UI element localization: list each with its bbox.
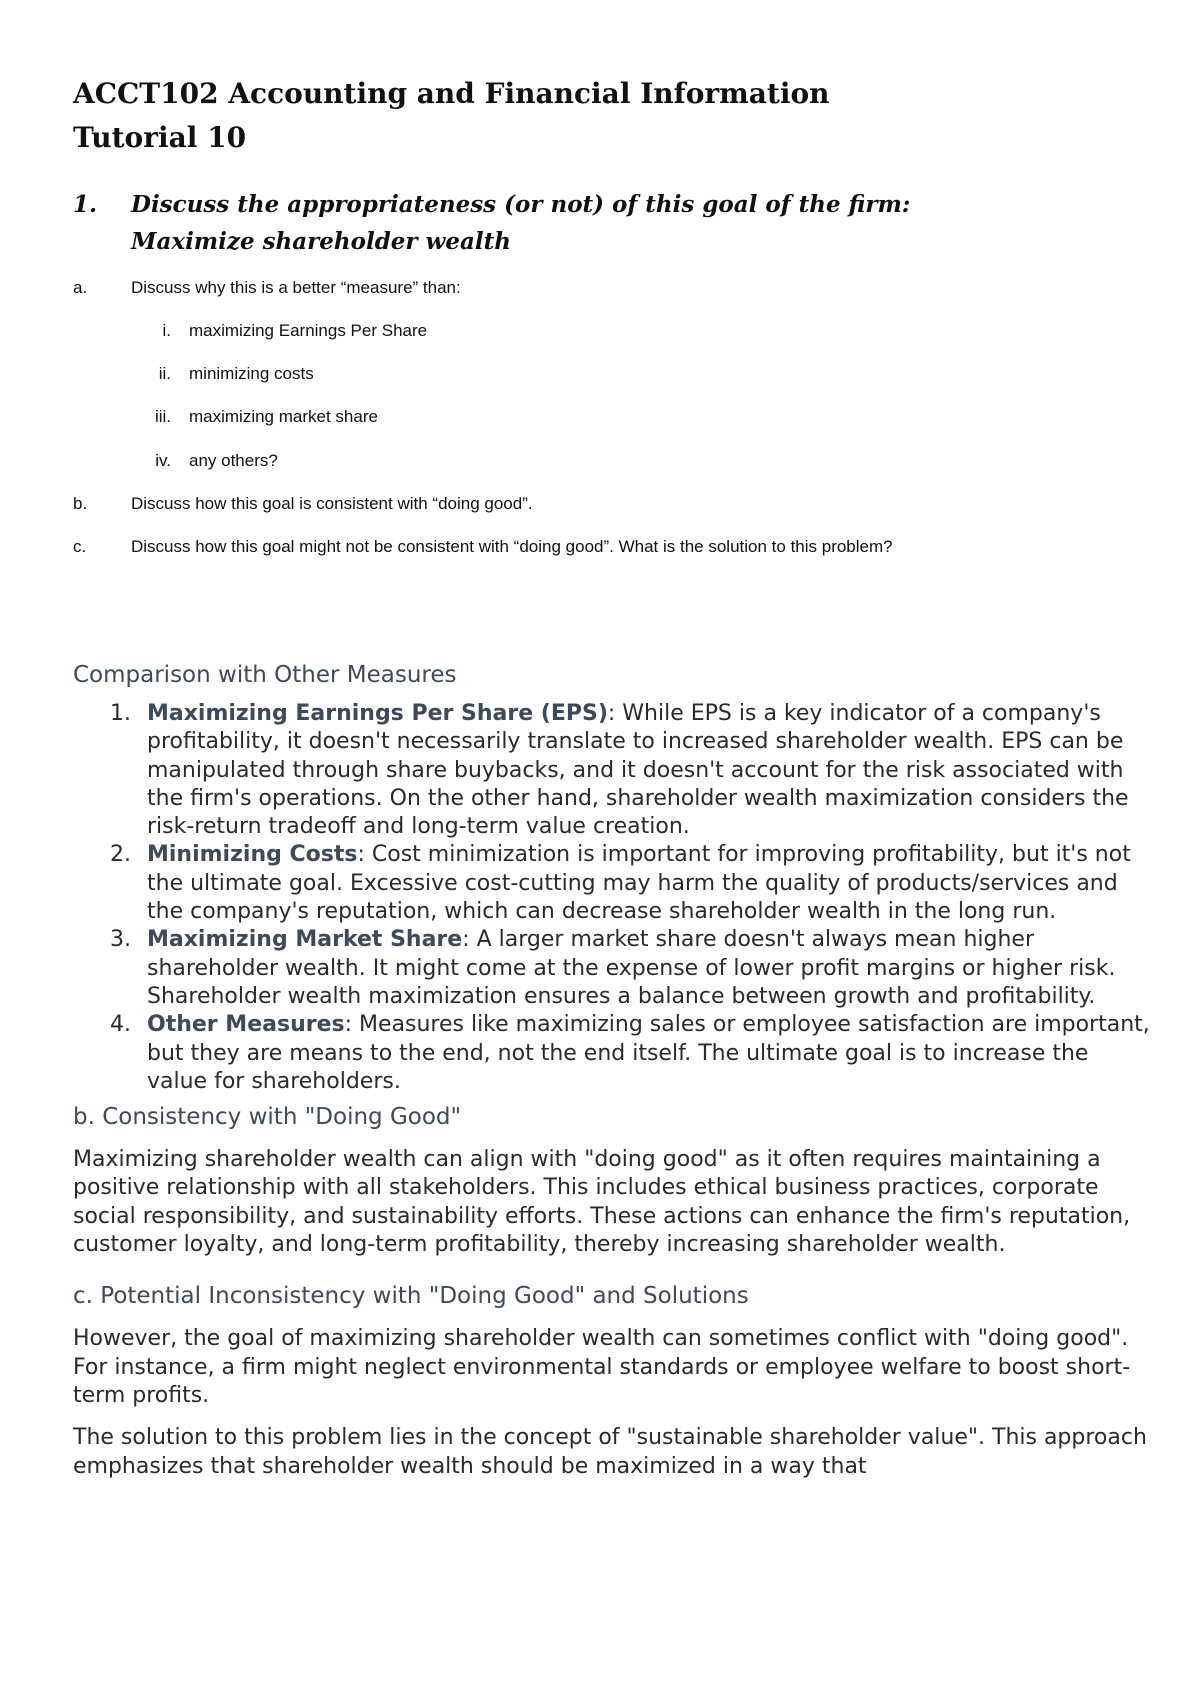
subitem-text: minimizing costs [189,364,314,383]
subitem-marker: b. [73,494,88,513]
list-item-text: : A larger market share doesn't always mean higher shareholder wealth. It might come at the expense of lower profit margins or higher risk. Shareholder wealth maximization ensures a balance between growth and profitability. [147,927,1116,1009]
subitem-marker: ii. [158,364,171,383]
question-number: 1. [73,191,98,218]
question-text: Discuss the appropriateness (or not) of this goal of the firm: Maximize shareholder wealth [131,191,911,255]
comparison-heading: Comparison with Other Measures [73,662,457,688]
list-item-text: : While EPS is a key indicator of a company's profitability, it doesn't necessarily translate to increased shareholder wealth. EPS can be manipulated through share buybacks, and it doesn't account for the risk associated with the firm's operations. On the other hand, shareholder wealth maximization considers the risk-return tradeoff and long-term value creation. [147,701,1129,840]
comparison-list [73,700,1153,1096]
inconsistency-paragraph-1: However, the goal of maximizing shareholder wealth can sometimes conflict with "doing good". For instance, a firm might neglect environmental standards or employee welfare to boost short-term profits. [73,1326,1131,1408]
list-item-term: Other Measures [147,1012,345,1038]
list-item-number: 2. [110,842,131,868]
consistency-heading: b. Consistency with "Doing Good" [73,1104,462,1131]
subitem-text: Discuss how this goal might not be consistent with “doing good”. What is the solution to this problem? [131,537,893,556]
list-item [110,926,1153,1011]
subitem-marker: a. [73,278,88,297]
list-item-text: : Measures like maximizing sales or employee satisfaction are important, but they are means to the end, not the end itself. The ultimate goal is to increase the value for shareholders. [147,1012,1150,1094]
list-item [110,841,1153,926]
list-item-term: Maximizing Earnings Per Share (EPS) [147,701,608,726]
consistency-paragraph: Maximizing shareholder wealth can align with "doing good" as it often requires maintaining a positive relationship with all stakeholders. This includes ethical business practices, corporate social responsibility, and sustainability efforts. These actions can enhance the firm's reputation, customer loyalty, and long-term profitability, thereby increasing shareholder wealth. [73,1147,1131,1258]
subitem-marker: iii. [154,407,171,426]
list-item [110,1011,1153,1096]
course-title: ACCT102 Accounting and Financial Information [73,77,830,110]
tutorial-title: Tutorial 10 [73,121,247,154]
list-item [110,700,1153,841]
list-item-number: 4. [110,1012,131,1038]
list-item-number: 3. [110,927,131,953]
subitem-text: maximizing Earnings Per Share [189,321,428,340]
document-title [73,72,830,160]
answer-section [73,660,1153,1481]
subitem-marker: iv. [155,451,171,470]
list-item-text: : Cost minimization is important for improving profitability, but it's not the ultimate goal. Excessive cost-cutting may harm the quality of products/services and the company's reputation, which can decrease shareholder wealth in the long run. [147,842,1131,925]
list-item-term: Minimizing Costs [147,842,358,868]
list-item-term: Maximizing Market Share [147,927,463,953]
subitem-text: Discuss how this goal is consistent with “doing good”. [131,494,533,513]
subitem-text: maximizing market share [189,407,378,426]
subitem-text: Discuss why this is a better “measure” than: [131,278,461,297]
subitem-marker: i. [162,321,171,340]
inconsistency-heading: c. Potential Inconsistency with "Doing Good" and Solutions [73,1283,749,1310]
inconsistency-paragraph-2: The solution to this problem lies in the concept of "sustainable shareholder value". This approach emphasizes that shareholder wealth should be maximized in a way that [73,1425,1147,1479]
list-item-number: 1. [110,701,131,726]
subitem-text: any others? [189,451,278,470]
subitem-marker: c. [73,537,87,556]
